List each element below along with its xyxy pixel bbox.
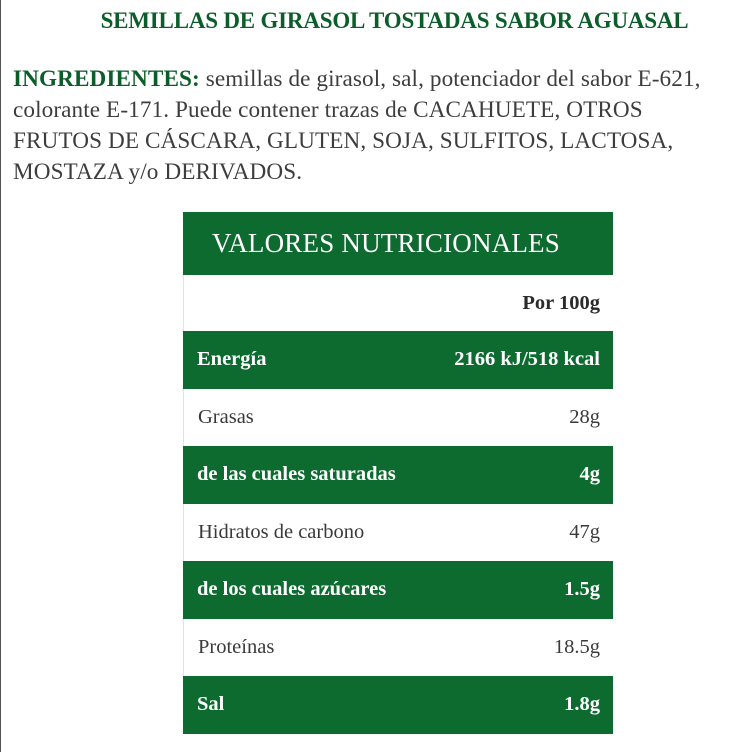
nutrient-value: 4g: [579, 463, 600, 486]
ingredients-label: INGREDIENTES:: [13, 66, 200, 92]
nutrient-value: 18.5g: [553, 635, 600, 658]
nutrient-row-sugars: [183, 561, 613, 619]
nutrient-name: de los cuales azúcares: [197, 578, 387, 601]
nutrition-table-header: [183, 212, 613, 275]
nutrient-value: 47g: [569, 520, 600, 543]
nutrient-name: Proteínas: [198, 635, 275, 658]
product-title: SEMILLAS DE GIRASOL TOSTADAS SABOR AGUASAL: [100, 8, 689, 33]
nutrient-value: 1.8g: [564, 693, 600, 716]
nutrient-value: 1.5g: [564, 578, 600, 601]
nutrient-row-fat: [183, 389, 613, 447]
nutrition-table-title: VALORES NUTRICIONALES: [212, 228, 560, 258]
nutrient-row-protein: [183, 619, 613, 677]
nutrient-row-salt: [183, 676, 613, 734]
nutrition-table: [183, 212, 613, 734]
nutrient-name: de las cuales saturadas: [197, 463, 396, 486]
nutrient-name: Energía: [197, 348, 267, 371]
per-100g-row: [183, 275, 613, 331]
nutrient-value: 28g: [569, 405, 600, 428]
nutrient-row-carbohydrates: [183, 504, 613, 562]
nutrient-value: 2166 kJ/518 kcal: [454, 348, 600, 371]
nutrient-name: Grasas: [198, 405, 254, 428]
nutrient-row-saturated: [183, 446, 613, 504]
ingredients-text: semillas de girasol, sal, potenciador del sabor E-621, colorante E-171. Puede contener trazas de CACAHUETE, OTROS FRUTOS DE CÁSCARA, GLUTEN, SOJA, SULFITOS, LACTOSA, MOSTAZA y/o DERIVADOS.: [13, 66, 701, 185]
left-border-line: [0, 0, 1, 752]
nutrient-name: Hidratos de carbono: [198, 520, 365, 543]
nutrient-name: Sal: [197, 693, 225, 716]
per-100g-label: Por 100g: [522, 291, 600, 314]
nutrient-row-energy: [183, 331, 613, 389]
ingredients-paragraph: [13, 64, 719, 188]
